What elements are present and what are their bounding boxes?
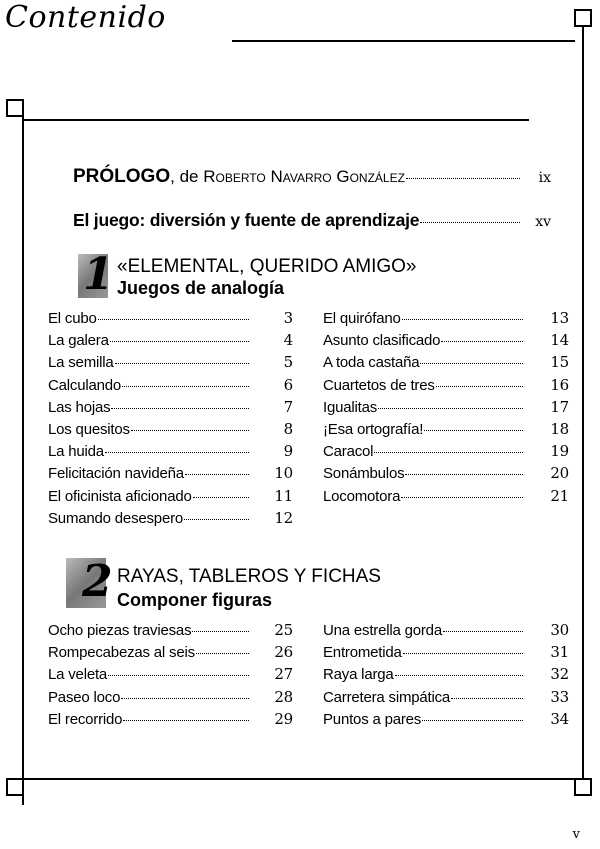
toc-entry-label: Los quesitos <box>48 420 130 438</box>
dot-leader <box>115 363 249 364</box>
toc-entry-page: 28 <box>274 687 293 706</box>
toc-entry-label: La semilla <box>48 354 114 372</box>
toc-entry-label: A toda castaña <box>323 354 420 372</box>
dot-leader <box>395 675 523 676</box>
prologue-connector: , de <box>170 167 204 186</box>
prologue-label: PRÓLOGO <box>73 166 171 187</box>
toc-entry-label: El cubo <box>48 310 97 327</box>
toc-entry-page: 32 <box>550 665 569 684</box>
toc-entry[interactable] <box>323 376 569 398</box>
toc-entry[interactable] <box>48 376 293 398</box>
toc-entry[interactable] <box>48 643 293 665</box>
toc-entry[interactable] <box>323 331 569 353</box>
toc-entry[interactable] <box>48 398 293 420</box>
toc-entry-page: 33 <box>550 687 569 706</box>
toc-entry[interactable] <box>48 710 293 732</box>
dot-leader <box>193 497 249 498</box>
toc-entry[interactable] <box>48 509 293 531</box>
toc-entry-label: La galera <box>48 332 109 350</box>
toc-entry-label: El quirófano <box>323 310 401 327</box>
toc-entry-label: Locomotora <box>323 487 401 505</box>
toc-entry-label: La huida <box>48 443 104 461</box>
toc-entry-page: 31 <box>550 643 569 662</box>
chapter-2-number: 2 <box>82 556 113 607</box>
toc-entry-label: Las hojas <box>48 398 111 416</box>
toc-entry-page: 16 <box>550 375 569 394</box>
toc-entry-label: Calculando <box>48 376 122 394</box>
chapter-1-list-right <box>323 309 569 509</box>
dot-leader <box>451 698 523 699</box>
toc-entry[interactable] <box>48 442 293 464</box>
toc-entry-label: La veleta <box>48 666 108 684</box>
frame-left-line <box>22 108 24 805</box>
corner-square-top-right <box>574 9 592 27</box>
chapter-2-list-left <box>48 621 293 732</box>
toc-entry-label: Ocho piezas traviesas <box>48 622 192 639</box>
toc-entry[interactable] <box>323 487 569 509</box>
toc-entry-page: 4 <box>283 331 293 350</box>
toc-entry[interactable] <box>323 643 569 665</box>
top-rule <box>22 119 529 121</box>
toc-entry[interactable] <box>48 621 293 643</box>
dot-leader <box>420 222 520 223</box>
toc-entry-page: 25 <box>274 621 293 639</box>
dot-leader <box>436 386 523 387</box>
toc-entry-page: 10 <box>274 464 293 483</box>
dot-leader <box>108 675 249 676</box>
dot-leader <box>443 631 523 632</box>
corner-square-bottom-right <box>574 778 592 796</box>
toc-entry-page: 14 <box>550 331 569 350</box>
toc-entry[interactable] <box>48 665 293 687</box>
toc-entry-page: 17 <box>550 397 569 416</box>
dot-leader <box>111 408 249 409</box>
frame-right-line <box>582 26 584 778</box>
dot-leader <box>123 720 249 721</box>
dot-leader <box>105 452 249 453</box>
toc-entry[interactable] <box>323 710 569 732</box>
toc-entry[interactable] <box>48 420 293 442</box>
toc-entry-page: 13 <box>550 309 569 327</box>
dot-leader <box>402 319 523 320</box>
toc-entry-page: 8 <box>283 419 293 438</box>
toc-entry[interactable] <box>48 688 293 710</box>
header-rule <box>232 40 575 42</box>
chapter-2-subtitle: Componer figuras <box>117 590 273 610</box>
toc-entry-label: Caracol <box>323 443 374 461</box>
toc-entry-page: 27 <box>274 665 293 684</box>
toc-entry-page: 15 <box>550 353 569 372</box>
introduction-label: El juego: diversión y fuente de aprendizaje <box>73 210 420 230</box>
toc-entry[interactable] <box>48 464 293 486</box>
toc-entry-label: ¡Esa ortografía! <box>323 420 424 438</box>
toc-entry[interactable] <box>323 621 569 643</box>
chapter-2-title: RAYAS, TABLEROS Y FICHAS <box>117 566 381 587</box>
toc-entry-label: Cuartetos de tres <box>323 376 435 394</box>
dot-leader <box>378 408 523 409</box>
dot-leader <box>192 631 249 632</box>
toc-entry-page: 5 <box>283 353 293 372</box>
dot-leader <box>184 519 249 520</box>
dot-leader <box>196 653 249 654</box>
chapter-1-number: 1 <box>83 249 114 300</box>
toc-entry-page: 21 <box>550 486 569 505</box>
bottom-rule <box>6 778 582 780</box>
toc-entry-label: Una estrella gorda <box>323 622 442 639</box>
toc-entry-page: 18 <box>550 419 569 438</box>
toc-entry-page: 9 <box>283 442 293 461</box>
toc-entry-label: Carretera simpática <box>323 688 451 706</box>
dot-leader <box>420 363 523 364</box>
toc-entry-label: El recorrido <box>48 710 123 728</box>
dot-leader <box>405 474 523 475</box>
toc-entry-page: 3 <box>283 309 293 327</box>
dot-leader <box>403 653 523 654</box>
toc-entry[interactable] <box>323 353 569 375</box>
toc-entry-label: Asunto clasificado <box>323 332 441 350</box>
toc-entry-label: Rompecabezas al seis <box>48 644 195 662</box>
toc-entry-page: 7 <box>283 397 293 416</box>
dot-leader <box>122 386 249 387</box>
prologue-author: Roberto Navarro González <box>203 167 405 186</box>
page-number: v <box>572 827 580 842</box>
toc-entry-label: Sonámbulos <box>323 465 405 483</box>
toc-entry[interactable] <box>48 353 293 375</box>
toc-entry-page: 11 <box>274 486 293 505</box>
toc-entry-page: 34 <box>550 709 569 728</box>
toc-entry[interactable] <box>48 309 293 331</box>
chapter-1-subtitle: Juegos de analogía <box>117 278 285 298</box>
dot-leader <box>185 474 249 475</box>
toc-entry-label: Puntos a pares <box>323 710 422 728</box>
corner-square-bottom-left <box>6 778 24 796</box>
toc-entry[interactable] <box>323 420 569 442</box>
page-title: Contenido <box>5 0 166 35</box>
chapter-2-list-right <box>323 621 569 732</box>
toc-entry-label: Raya larga <box>323 666 394 684</box>
dot-leader <box>98 319 249 320</box>
toc-entry-page: 12 <box>274 508 293 527</box>
toc-entry[interactable] <box>323 665 569 687</box>
toc-entry-page: 19 <box>550 442 569 461</box>
toc-entry[interactable] <box>323 688 569 710</box>
toc-prologue[interactable] <box>73 166 551 188</box>
toc-entry-label: Felicitación navideña <box>48 465 184 483</box>
dot-leader <box>121 698 249 699</box>
toc-entry-page: 6 <box>283 375 293 394</box>
toc-entry-label: Igualitas <box>323 398 378 416</box>
chapter-1-title: «ELEMENTAL, QUERIDO AMIGO» <box>117 256 417 277</box>
toc-entry-page: 20 <box>550 464 569 483</box>
chapter-1-list-left <box>48 309 293 531</box>
dot-leader <box>422 720 523 721</box>
introduction-page: xv <box>535 214 551 230</box>
toc-entry[interactable] <box>323 442 569 464</box>
toc-entry-label: Sumando desespero <box>48 509 184 527</box>
dot-leader <box>406 178 520 179</box>
toc-entry[interactable] <box>48 331 293 353</box>
toc-entry-label: Paseo loco <box>48 688 121 706</box>
dot-leader <box>110 341 249 342</box>
toc-introduction[interactable] <box>73 210 551 231</box>
dot-leader <box>424 430 523 431</box>
toc-entry-label: El oficinista aficionado <box>48 487 192 505</box>
toc-entry[interactable] <box>323 309 569 331</box>
dot-leader <box>131 430 249 431</box>
toc-entry[interactable] <box>48 487 293 509</box>
toc-entry-page: 26 <box>274 643 293 662</box>
toc-entry[interactable] <box>323 464 569 486</box>
dot-leader <box>401 497 523 498</box>
toc-entry-page: 29 <box>274 709 293 728</box>
toc-entry-label: Entrometida <box>323 644 402 662</box>
dot-leader <box>441 341 523 342</box>
prologue-page: ix <box>538 170 551 186</box>
dot-leader <box>374 452 523 453</box>
toc-entry-page: 30 <box>550 621 569 639</box>
toc-entry[interactable] <box>323 398 569 420</box>
